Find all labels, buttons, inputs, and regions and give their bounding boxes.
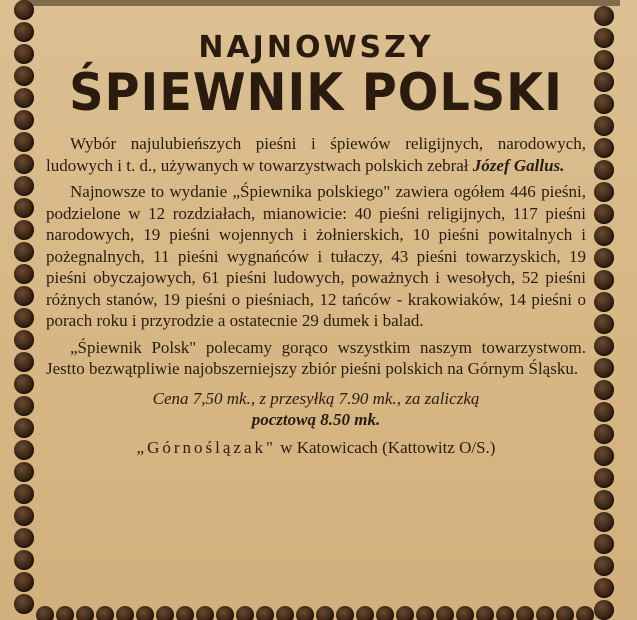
bottom-bead-border: [36, 606, 594, 620]
bead-ornament: [14, 286, 34, 306]
bead-ornament: [14, 88, 34, 108]
price-line-2: pocztową 8.50 mk.: [251, 409, 381, 429]
bead-ornament: [594, 204, 614, 224]
price-block: [46, 388, 586, 430]
bead-ornament: [14, 22, 34, 42]
bead-ornament: [594, 358, 614, 378]
bead-ornament: [176, 606, 194, 620]
bead-ornament: [116, 606, 134, 620]
bead-ornament: [516, 606, 534, 620]
intro-text: Wybór najulubieńszych pieśni i śpiewów religijnych, narodowych, ludowych i t. d., używanych w towarzystwach polskich zebrał: [46, 134, 586, 175]
headline-main: ŚPIEWNIK POLSKI: [69, 63, 563, 123]
bead-ornament: [356, 606, 374, 620]
bead-ornament: [14, 154, 34, 174]
bead-ornament: [76, 606, 94, 620]
bead-ornament: [594, 578, 614, 598]
bead-ornament: [14, 396, 34, 416]
bead-ornament: [594, 248, 614, 268]
bead-ornament: [594, 380, 614, 400]
bead-ornament: [14, 330, 34, 350]
bead-ornament: [196, 606, 214, 620]
bead-ornament: [14, 308, 34, 328]
bead-ornament: [594, 72, 614, 92]
bead-ornament: [594, 160, 614, 180]
bead-ornament: [14, 66, 34, 86]
bead-ornament: [376, 606, 394, 620]
bead-ornament: [594, 424, 614, 444]
bead-ornament: [14, 220, 34, 240]
bead-ornament: [594, 138, 614, 158]
bead-ornament: [594, 402, 614, 422]
bead-ornament: [14, 264, 34, 284]
headline-small: NAJNOWSZY: [198, 30, 434, 65]
recommendation-paragraph: „Śpiewnik Polsk" polecamy gorąco wszystkim naszym towarzystwom. Jestto bezwątpliwie najobszerniejszy zbiór pieśni polskich na Górnym Śląsku.: [46, 337, 586, 378]
publisher-location: w Katowicach (Kattowitz O/S.): [280, 437, 496, 457]
bead-ornament: [556, 606, 574, 620]
bead-ornament: [594, 600, 614, 620]
bead-ornament: [594, 534, 614, 554]
bead-ornament: [594, 292, 614, 312]
bead-ornament: [576, 606, 594, 620]
top-border: [20, 0, 620, 6]
bead-ornament: [14, 242, 34, 262]
bead-ornament: [476, 606, 494, 620]
bead-ornament: [136, 606, 154, 620]
bead-ornament: [316, 606, 334, 620]
bead-ornament: [436, 606, 454, 620]
bead-ornament: [14, 440, 34, 460]
bead-ornament: [14, 132, 34, 152]
bead-ornament: [256, 606, 274, 620]
bead-ornament: [14, 352, 34, 372]
bead-ornament: [296, 606, 314, 620]
bead-ornament: [276, 606, 294, 620]
bead-ornament: [594, 468, 614, 488]
bead-ornament: [594, 50, 614, 70]
bead-ornament: [216, 606, 234, 620]
right-bead-border: [594, 6, 614, 620]
bead-ornament: [594, 226, 614, 246]
contents-paragraph: Najnowsze to wydanie „Śpiewnika polskiego" zawiera ogółem 446 pieśni, podzielone w 12 rozdziałach, mianowicie: 40 pieśni religijnych, 117 pieśni narodowych, 19 pieśni wojennych i żołnierskich, 10 pieśni powitalnych i pożegnalnych, 11 pieśni wygnańców i tułaczy, 43 pieśni towarzyskich, 19 pieśni obyczajowych, 61 pieśni ludowych, poważnych i wesołych, 52 pieśni różnych stanów, 19 pieśni o pieśniach, 12 tańców - krakowiaków, 14 pieśni o porach roku i przyrodzie a ostatecnie 29 dumek i balad.: [46, 182, 586, 330]
bead-ornament: [14, 0, 34, 20]
publisher-name: „Górnoślązak": [136, 437, 276, 457]
ad-content: [46, 22, 586, 458]
bead-ornament: [36, 606, 54, 620]
bead-ornament: [14, 374, 34, 394]
bead-ornament: [594, 28, 614, 48]
bead-ornament: [416, 606, 434, 620]
bead-ornament: [14, 110, 34, 130]
bead-ornament: [14, 418, 34, 438]
bead-ornament: [56, 606, 74, 620]
price-line-1: Cena 7,50 mk., z przesyłką 7.90 mk., za zaliczką: [152, 388, 480, 408]
bead-ornament: [594, 94, 614, 114]
bead-ornament: [594, 556, 614, 576]
bead-ornament: [594, 270, 614, 290]
bead-ornament: [594, 182, 614, 202]
bead-ornament: [96, 606, 114, 620]
bead-ornament: [536, 606, 554, 620]
bead-ornament: [594, 116, 614, 136]
bead-ornament: [594, 446, 614, 466]
bead-ornament: [156, 606, 174, 620]
bead-ornament: [336, 606, 354, 620]
bead-ornament: [14, 484, 34, 504]
bead-ornament: [14, 594, 34, 614]
bead-ornament: [14, 550, 34, 570]
intro-paragraph: [46, 133, 586, 176]
bead-ornament: [594, 314, 614, 334]
bead-ornament: [14, 506, 34, 526]
bead-ornament: [594, 490, 614, 510]
bead-ornament: [496, 606, 514, 620]
left-bead-border: [14, 0, 34, 614]
bead-ornament: [236, 606, 254, 620]
bead-ornament: [456, 606, 474, 620]
bead-ornament: [594, 336, 614, 356]
bead-ornament: [396, 606, 414, 620]
bead-ornament: [14, 198, 34, 218]
bead-ornament: [594, 6, 614, 26]
bead-ornament: [14, 528, 34, 548]
bead-ornament: [14, 462, 34, 482]
bead-ornament: [14, 176, 34, 196]
bead-ornament: [594, 512, 614, 532]
author-name: Józef Gallus.: [472, 155, 565, 175]
bead-ornament: [14, 572, 34, 592]
bead-ornament: [14, 44, 34, 64]
publisher-line: [46, 438, 586, 458]
